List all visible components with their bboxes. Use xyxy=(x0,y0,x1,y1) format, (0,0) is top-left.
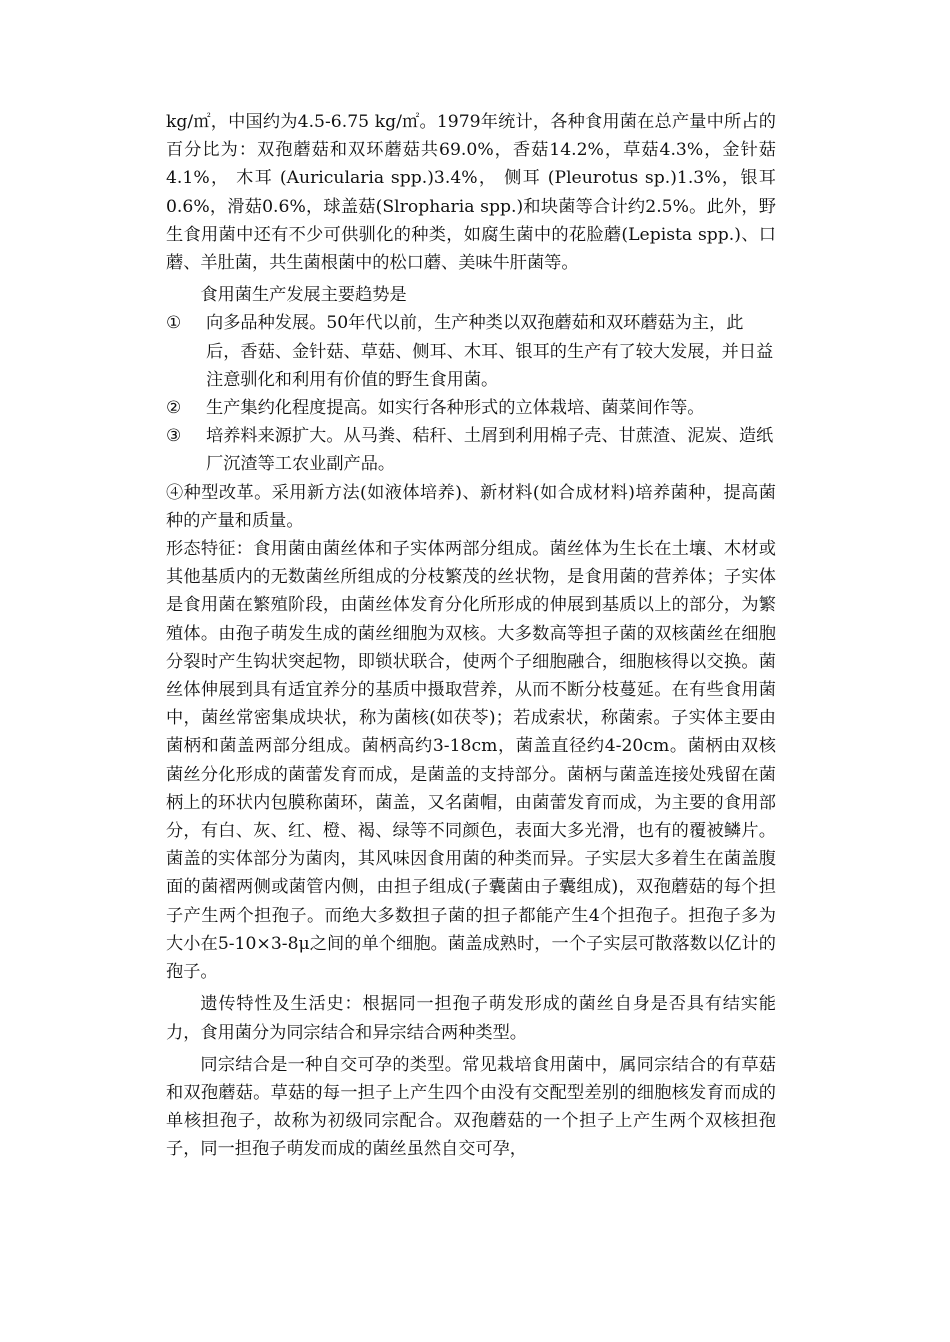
trend-item xyxy=(166,422,776,478)
homothallism-paragraph: 同宗结合是一种自交可孕的类型。常见栽培食用菌中，属同宗结合的有草菇和双孢蘑菇。草菇的每一担子上产生四个由没有交配型差别的细胞核发育而成的单核担孢子，故称为初级同宗配合。双孢蘑菇的一个担子上产生两个双核担孢子，同一担孢子萌发而成的菌丝虽然自交可孕， xyxy=(166,1054,776,1160)
heredity-paragraph: 遗传特性及生活史：根据同一担孢子萌发形成的菌丝自身是否具有结实能力，食用菌分为同宗结合和异宗结合两种类型。 xyxy=(166,994,776,1043)
list-marker: ③ xyxy=(166,426,182,447)
trend-item xyxy=(166,394,776,422)
list-marker: ① xyxy=(166,313,182,334)
trend-item xyxy=(166,479,776,535)
trend-text: 种型改革。采用新方法(如液体培养)、新材料(如合成材料)培养菌种，提高菌种的产量和质量。 xyxy=(166,482,776,531)
trend-text: 培养料来源扩大。从马粪、秸秆、土屑到利用棉子壳、甘蔗渣、泥炭、造纸厂沉渣等工农业副产品。 xyxy=(206,426,774,475)
morphology-paragraph: 形态特征：食用菌由菌丝体和子实体两部分组成。菌丝体为生长在土壤、木材或其他基质内的无数菌丝所组成的分枝繁茂的丝状物，是食用菌的营养体；子实体是食用菌在繁殖阶段，由菌丝体发育分化所形成的伸展到基质以上的部分，为繁殖体。由孢子萌发生成的菌丝细胞为双核。大多数高等担子菌的双核菌丝在细胞分裂时产生钩状突起物，即锁状联合，使两个子细胞融合，细胞核得以交换。菌丝体伸展到具有适宜养分的基质中摄取营养，从而不断分枝蔓延。在有些食用菌中，菌丝常密集成块状，称为菌核(如茯苓)；若成索状，称菌索。子实体主要由菌柄和菌盖两部分组成。菌柄高约3-18cm，菌盖直径约4-20cm。菌柄由双核菌丝分化形成的菌蕾发育而成，是菌盖的支持部分。菌柄与菌盖连接处残留在菌柄上的环状内包膜称菌环，菌盖，又名菌帽，由菌蕾发育而成，为主要的食用部分，有白、灰、红、橙、褐、绿等不同颜色，表面大多光滑，也有的覆被鳞片。菌盖的实体部分为菌肉，其风味因食用菌的种类而异。子实层大多着生在菌盖腹面的菌褶两侧或菌管内侧，由担子组成(子囊菌由子囊组成)，双孢蘑菇的每个担子产生两个担孢子。而绝大多数担子菌的担子都能产生4个担孢子。担孢子多为大小在5-10×3-8μ之间的单个细胞。菌盖成熟时，一个子实层可散落数以亿计的孢子。 xyxy=(166,539,776,983)
list-marker: ② xyxy=(166,398,182,419)
trend-heading: 食用菌生产发展主要趋势是 xyxy=(200,285,407,306)
intro-paragraph: kg/㎡，中国约为4.5-6.75 kg/㎡。1979年统计，各种食用菌在总产量中所占的百分比为：双孢蘑菇和双环蘑菇共69.0%，香菇14.2%，草菇4.3%，金针菇 4.1%， 木耳 (Auricularia spp.)3.4%， 侧耳 (Pleurotus sp.)1.3%，银耳0.6%，滑菇0.6%，球盖菇(Slropharia spp.)和块菌等合计约2.5%。此外，野生食用菌中还有不少可供驯化的种类，如腐生菌中的花脸蘑(Lepista spp.)、口蘑、羊肚菌，共生菌根菌中的松口蘑、美味牛肝菌等。 xyxy=(166,112,776,274)
document-body xyxy=(166,108,776,1164)
trend-item xyxy=(166,309,776,394)
trend-text: 向多品种发展。50年代以前，生产种类以双孢蘑茹和双环蘑菇为主，此后，香菇、金针菇、草菇、侧耳、木耳、银耳的生产有了较大发展，并日益注意驯化和利用有价值的野生食用菌。 xyxy=(206,313,774,390)
list-marker: ④ xyxy=(166,482,184,503)
trend-text: 生产集约化程度提高。如实行各种形式的立体栽培、菌菜间作等。 xyxy=(206,398,705,419)
